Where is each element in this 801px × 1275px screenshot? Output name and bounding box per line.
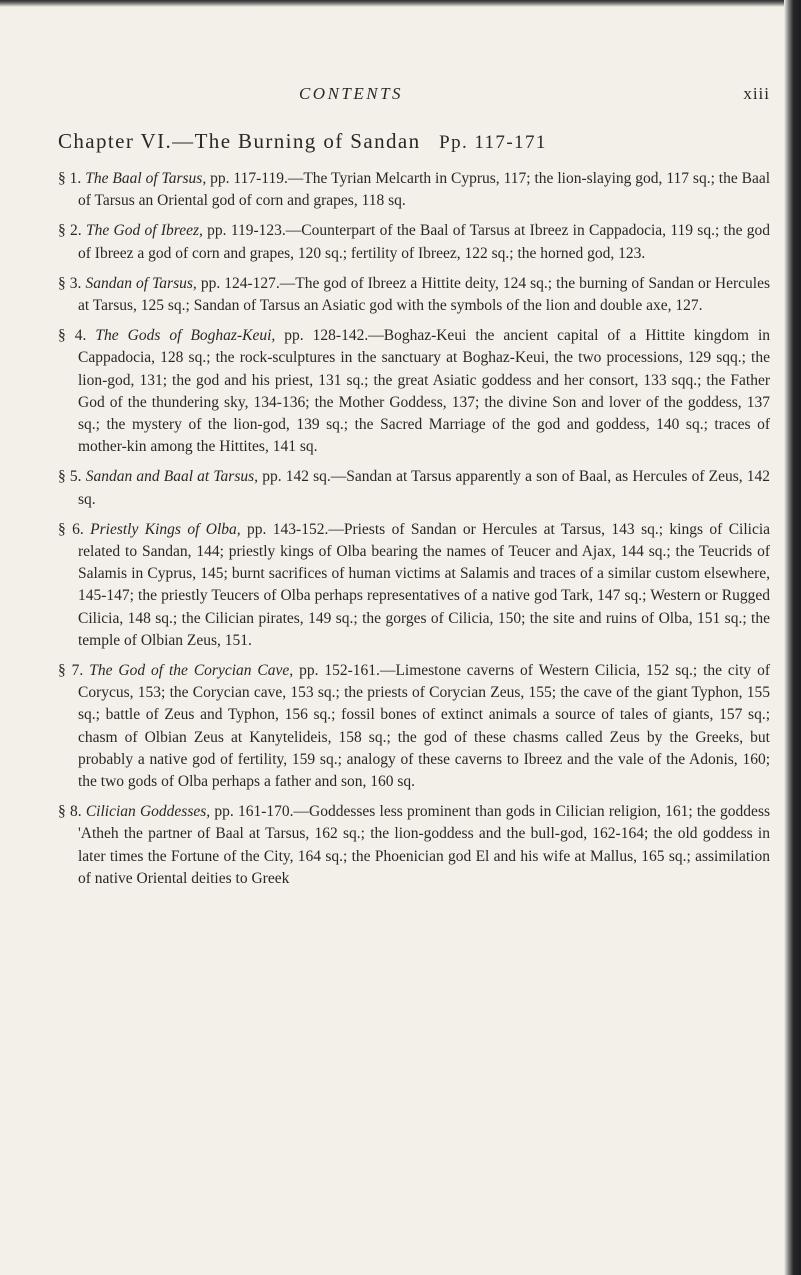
page-number: xiii bbox=[743, 84, 770, 103]
running-head-title: CONTENTS bbox=[298, 84, 404, 103]
section-title: Sandan of Tarsus, bbox=[85, 274, 197, 292]
section-entry bbox=[58, 519, 770, 652]
section-entry bbox=[58, 466, 770, 510]
section-mark: § 8. bbox=[58, 803, 82, 821]
section-title: The Gods of Boghaz-Keui, bbox=[95, 327, 276, 345]
section-pages: pp. 161-170. bbox=[214, 803, 294, 821]
section-pages: pp. 119-123. bbox=[207, 222, 286, 240]
section-entry bbox=[58, 220, 770, 264]
chapter-title: The Burning of Sandan bbox=[194, 129, 421, 153]
running-head bbox=[58, 84, 770, 110]
section-mark: § 4. bbox=[58, 327, 87, 345]
section-pages: pp. 128-142. bbox=[284, 327, 369, 345]
section-pages: pp. 152-161. bbox=[299, 662, 380, 680]
section-title: The Baal of Tarsus, bbox=[85, 170, 207, 187]
section-summary: —Boghaz-Keui the ancient capital of a Hittite kingdom in Cappadocia, 128 sq.; the rock-sculptures in the sanctuary at Boghaz-Keui, the two processions, 129 sqq.; the lion-god, 131; the god and his priest, 131 sq.; the great Asiatic goddess and her consort, 133 sqq.; the Father God of the thundering sky, 134-136; the Mother Goddess, 137; the divine Son and lover of the goddess, 137 sq.; the mystery of the lion-god, 139 sq.; the Sacred Marriage of the god and goddess, 140 sq.; traces of mother-kin among the Hittites, 141 sq. bbox=[78, 327, 771, 456]
section-title: The God of Ibreez, bbox=[85, 222, 203, 240]
section-summary: —Sandan at Tarsus apparently a son of Baal, as Hercules of Zeus, 142 sq. bbox=[78, 468, 771, 508]
section-pages: pp. 142 sq. bbox=[262, 468, 331, 486]
book-page bbox=[58, 0, 770, 1275]
section-mark: § 3. bbox=[58, 274, 82, 292]
section-mark: § 6. bbox=[58, 520, 84, 538]
section-mark: § 7. bbox=[58, 662, 84, 680]
chapter-label: Chapter VI. bbox=[58, 129, 173, 153]
section-pages: pp. 117-119. bbox=[210, 170, 288, 187]
section-summary: —Counterpart of the Baal of Tarsus at Ibreez in Cappadocia, 119 sq.; the god of Ibreez a god of corn and grapes, 120 sq.; fertility of Ibreez, 122 sq.; the horned god, 123. bbox=[78, 222, 771, 262]
section-title: The God of the Corycian Cave, bbox=[89, 662, 294, 680]
section-summary: —The god of Ibreez a Hittite deity, 124 sq.; the burning of Sandan or Hercules at Tarsus, 125 sq.; Sandan of Tarsus an Asiatic god with the symbols of the lion and double axe, 127. bbox=[78, 274, 771, 315]
section-entry bbox=[58, 660, 770, 793]
section-pages: pp. 143-152. bbox=[247, 520, 329, 538]
section-mark: § 5. bbox=[58, 468, 82, 486]
section-title: Cilician Goddesses, bbox=[85, 803, 211, 821]
book-binding-edge bbox=[784, 0, 801, 1275]
section-list bbox=[58, 168, 770, 898]
chapter-dash: — bbox=[172, 129, 195, 153]
section-summary: —The Tyrian Melcarth in Cyprus, 117; the lion-slaying god, 117 sq.; the Baal of Tarsus an Oriental god of corn and grapes, 118 sq. bbox=[78, 170, 771, 210]
section-pages: pp. 124-127. bbox=[200, 274, 280, 292]
section-summary: —Limestone caverns of Western Cilicia, 152 sq.; the city of Corycus, 153; the Corycian cave, 153 sq.; the priests of Corycian Zeus, 155; the cave of the giant Typhon, 155 sq.; battle of Zeus and Typhon, 156 sq.; fossil bones of extinct animals a source of tales of giants, 157 sq.; chasm of Olbian Zeus at Kanytelideis, 158 sq.; the god of these chasms called Zeus by the Greeks, but probably a native god of fertility, 159 sq.; analogy of these caverns to Ibreez and the vale of the Adonis, 160; the two gods of Olba perhaps a father and son, 160 sq. bbox=[78, 662, 771, 791]
section-mark: § 1. bbox=[58, 170, 82, 187]
section-entry bbox=[58, 801, 770, 890]
section-entry bbox=[58, 273, 770, 317]
section-entry bbox=[58, 168, 770, 212]
section-mark: § 2. bbox=[58, 222, 82, 240]
section-title: Sandan and Baal at Tarsus, bbox=[85, 468, 259, 486]
chapter-pages: Pp. 117-171 bbox=[439, 132, 547, 153]
chapter-heading bbox=[58, 129, 770, 154]
section-title: Priestly Kings of Olba, bbox=[90, 520, 241, 538]
section-summary: —Goddesses less prominent than gods in Cilician religion, 161; the goddess 'Atheh the partner of Baal at Tarsus, 162 sq.; the lion-goddess and the bull-god, 162-164; the old goddess in later times the Fortune of the City, 164 sq.; the Phoenician god El and his wife at Mallus, 165 sq.; assimilation of native Oriental deities to Greek bbox=[78, 803, 771, 887]
section-summary: —Priests of Sandan or Hercules at Tarsus, 143 sq.; kings of Cilicia related to Sandan, 144; priestly kings of Olba bearing the names of Teucer and Ajax, 144 sq.; the Teucrids of Salamis in Cyprus, 145; burnt sacrifices of human victims at Salamis and traces of a similar custom elsewhere, 145-147; the priestly Teucers of Olba perhaps representatives of a native god Tark, 147 sq.; Western or Rugged Cilicia, 148 sq.; the Cilician pirates, 149 sq.; the gorges of Cilicia, 150; the site and ruins of Olba, 151 sq.; the temple of Olbian Zeus, 151. bbox=[78, 520, 771, 649]
section-entry bbox=[58, 325, 770, 458]
